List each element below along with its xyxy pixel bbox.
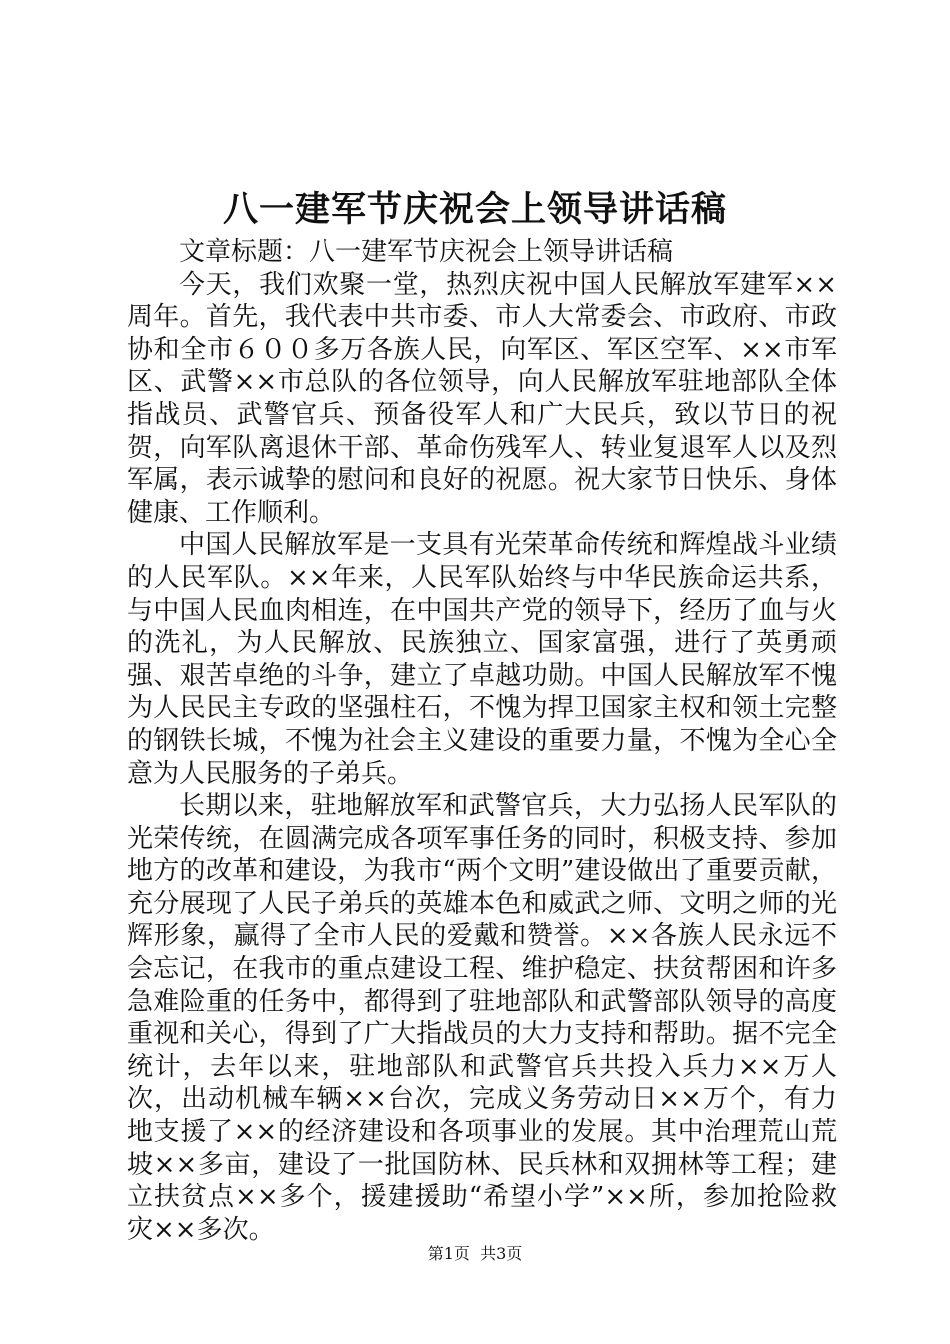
- paragraph-1: 今天，我们欢聚一堂，热烈庆祝中国人民解放军建军××周年。首先，我代表中共市委、市人大常委会、市政府、市政协和全市６００多万各族人民，向军区、军区空军、××市军区、武警××市总队的各位领导，向人民解放军驻地部队全体指战员、武警官兵、预备役军人和广大民兵，致以节日的祝贺，向军队离退休干部、革命伤残军人、转业复退军人以及烈军属，表示诚挚的慰问和良好的祝愿。祝大家节日快乐、身体健康、工作顺利。: [127, 269, 837, 528]
- paragraph-2: 中国人民解放军是一支具有光荣革命传统和辉煌战斗业绩的人民军队。××年来，人民军队始终与中华民族命运共系，与中国人民血肉相连，在中国共产党的领导下，经历了血与火的洗礼，为人民解放、民族独立、国家富强，进行了英勇顽强、艰苦卓绝的斗争，建立了卓越功勋。中国人民解放军不愧为人民民主专政的坚强柱石，不愧为捍卫国家主权和领土完整的钢铁长城，不愧为社会主义建设的重要力量，不愧为全心全意为人民服务的子弟兵。: [127, 530, 837, 789]
- paragraph-3: 长期以来，驻地解放军和武警官兵，大力弘扬人民军队的光荣传统，在圆满完成各项军事任务的同时，积极支持、参加地方的改革和建设，为我市“两个文明”建设做出了重要贡献，充分展现了人民子弟兵的英雄本色和威武之师、文明之师的光辉形象，赢得了全市人民的爱戴和赞誉。××各族人民永远不会忘记，在我市的重点建设工程、维护稳定、扶贫帮困和许多急难险重的任务中，都得到了驻地部队和武警部队领导的高度重视和关心，得到了广大指战员的大力支持和帮助。据不完全统计，去年以来，驻地部队和武警官兵共投入兵力××万人次，出动机械车辆××台次，完成义务劳动日××万个，有力地支援了××的经济建设和各项事业的发展。其中治理荒山荒坡××多亩，建设了一批国防林、民兵林和双拥林等工程；建立扶贫点××多个，援建援助“希望小学”××所，参加抢险救灾××多次。: [127, 791, 837, 1245]
- article-title-line: 文章标题：八一建军节庆祝会上领导讲话稿: [179, 237, 674, 267]
- page-number-footer: 第1页 共3页: [427, 1244, 523, 1263]
- document-title: 八一建军节庆祝会上领导讲话稿: [222, 189, 727, 230]
- document-body: [127, 236, 837, 1246]
